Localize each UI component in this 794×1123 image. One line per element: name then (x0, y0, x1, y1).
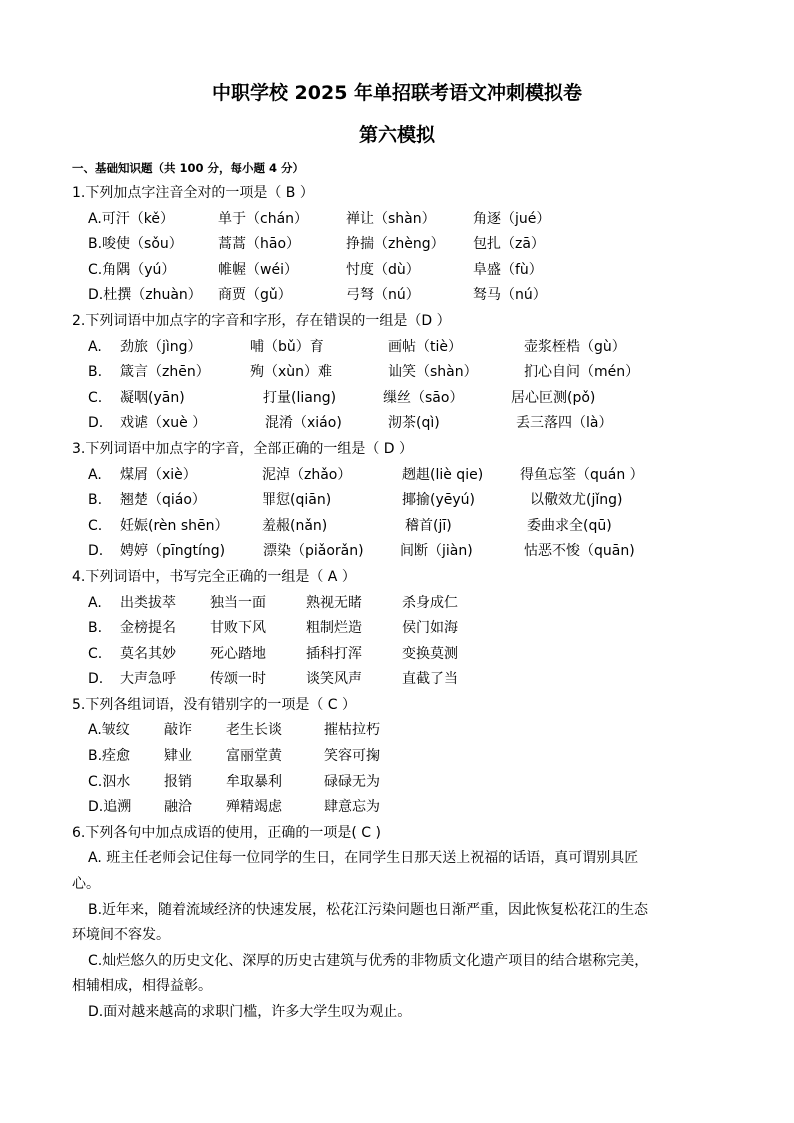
option-cell: 死心踏地 (210, 645, 266, 662)
option-cell: 甘败下风 (210, 620, 266, 637)
option-cell: 熟视无睹 (306, 594, 362, 611)
option-cell: D.追溯 (88, 799, 132, 816)
option-cell: 翘楚（qiáo） (120, 492, 206, 509)
option-cell: 粗制烂造 (306, 620, 362, 637)
option-cell: 蒿蒿（hāo） (218, 236, 301, 253)
option-paragraph-c (72, 949, 732, 1000)
option-cell: 独当一面 (210, 594, 266, 611)
option-cell: 漂染（piǎorǎn) (263, 543, 364, 560)
option-cell: 碌碌无为 (324, 773, 380, 790)
option-cell: 金榜提名 (120, 620, 176, 637)
option-cell: 壶浆桎梏（gù） (524, 338, 626, 355)
option-cell: 商贾（gǔ） (218, 287, 292, 304)
question-stem: 5.下列各组词语，没有错别字的一项是（ C ） (72, 696, 357, 713)
option-cell: 直截了当 (402, 671, 458, 688)
option-row-d (72, 283, 732, 309)
option-cell: 罪愆(qiān) (262, 492, 332, 509)
option-cell: 哺（bǔ）育 (250, 338, 324, 355)
option-cell: B.痊愈 (88, 748, 131, 765)
option-cell: 凝咽(yān) (120, 389, 185, 406)
option-letter: B. (88, 620, 103, 637)
option-cell: C.角隅（yú） (88, 261, 176, 278)
option-cell: 老生长谈 (226, 722, 282, 739)
option-cell: 莫名其妙 (120, 645, 176, 662)
option-cell: 单于（chán） (218, 210, 309, 227)
option-row-b (72, 488, 732, 514)
option-row-d (72, 539, 732, 565)
option-paragraph-a (72, 846, 732, 897)
option-row-b (72, 360, 732, 386)
option-row-b (72, 744, 732, 770)
option-cell: 殉（xùn）难 (250, 364, 333, 381)
option-letter: D. (88, 415, 104, 432)
option-cell: 打量(liang) (263, 389, 337, 406)
option-cell: 笑容可掬 (324, 748, 380, 765)
option-row-c (72, 386, 732, 412)
option-letter: C. (88, 517, 103, 534)
option-cell: 出类拔萃 (120, 594, 176, 611)
paragraph-line: C.灿烂悠久的历史文化、深厚的历史古建筑与优秀的非物质文化遗产项目的结合堪称完美， (88, 952, 649, 969)
option-cell: 肄业 (164, 748, 192, 765)
option-cell: 阜盛（fù） (473, 261, 543, 278)
option-letter: D. (88, 543, 104, 560)
option-letter: C. (88, 389, 103, 406)
option-row-c (72, 258, 732, 284)
option-cell: 驽马（nú） (473, 287, 547, 304)
option-row-b (72, 616, 732, 642)
option-cell: 大声急呼 (120, 671, 176, 688)
option-cell: 禅让（shàn） (346, 210, 436, 227)
option-cell: 羞赧(nǎn) (262, 517, 328, 534)
option-paragraph-b (72, 898, 732, 949)
option-cell: 融洽 (164, 799, 192, 816)
paragraph-line: A. 班主任老师会记住每一位同学的生日，在同学生日那天送上祝福的话语，真可谓别具匠 (88, 850, 639, 867)
option-cell: 忖度（dù） (346, 261, 420, 278)
option-cell: 煤屑（xiè） (120, 466, 197, 483)
option-cell: A.可汗（kě） (88, 210, 175, 227)
paragraph-line: B.近年来，随着流域经济的快速发展，松花江污染问题也日渐严重，因此恢复松花江的生态 (88, 901, 649, 918)
option-letter: C. (88, 645, 103, 662)
option-cell: 敲诈 (164, 722, 192, 739)
option-cell: 间断（jiàn) (400, 543, 473, 560)
option-cell: 娉婷（pīngtíng) (120, 543, 226, 560)
option-cell: 画帖（tiè） (388, 338, 462, 355)
paragraph-line: 环境间不容发。 (72, 927, 170, 944)
question-stem: 1.下列加点字注音全对的一项是（ B ） (72, 185, 314, 201)
option-cell: 沏茶(qì) (388, 415, 440, 432)
option-cell: 富丽堂黄 (226, 748, 282, 765)
page-title: 中职学校 2025 年单招联考语文冲刺模拟卷 (211, 82, 583, 104)
option-cell: 箴言（zhēn） (120, 364, 210, 381)
section-heading: 一、基础知识题（共 100 分，每小题 4 分） (72, 161, 305, 175)
option-row-b (72, 232, 732, 258)
question-list (72, 181, 732, 1026)
option-cell: D.杜撰（zhuàn） (88, 287, 202, 304)
option-letter: B. (88, 492, 103, 509)
option-cell: 趔趄(liè qie) (402, 466, 484, 483)
option-row-d (72, 795, 732, 821)
option-row-d (72, 667, 732, 693)
option-cell: 殚精竭虑 (226, 799, 282, 816)
option-cell: 包扎（zā） (473, 236, 545, 253)
option-cell: 稽首(jī) (405, 517, 452, 534)
option-cell: 妊娠(rèn shēn） (120, 517, 229, 534)
option-cell: 泥淖（zhǎo） (262, 466, 352, 483)
question-stem: 2.下列词语中加点字的字音和字形，存在错误的一组是（D ） (72, 312, 451, 329)
option-cell: 肆意忘为 (324, 799, 380, 816)
option-letter: A. (88, 594, 102, 611)
option-cell: 劲旅（jìng） (120, 338, 202, 355)
option-cell: 变换莫测 (402, 645, 458, 662)
option-letter: A. (88, 338, 102, 355)
option-cell: B.唆使（sǒu） (88, 236, 183, 253)
option-row-a (72, 463, 732, 489)
question-stem: 3.下列词语中加点字的字音，全部正确的一组是（ D ） (72, 440, 414, 457)
option-row-a (72, 335, 732, 361)
option-cell: 角逐（jué） (473, 210, 551, 227)
option-cell: 报销 (164, 773, 192, 790)
option-row-a (72, 718, 732, 744)
option-row-d (72, 411, 732, 437)
option-cell: 谈笑风声 (306, 671, 362, 688)
option-cell: 委曲求全(qū) (527, 517, 612, 534)
question-stem: 4.下列词语中，书写完全正确的一组是（ A ） (72, 568, 356, 585)
option-cell: 弓弩（nú） (346, 287, 420, 304)
option-row-c (72, 514, 732, 540)
paragraph-line: 心。 (72, 876, 100, 893)
option-cell: 插科打浑 (306, 645, 362, 662)
option-cell: 扪心自问（mén） (524, 364, 640, 381)
option-cell: 缫丝（sāo） (383, 389, 464, 406)
option-cell: 怙恶不悛（quān) (524, 543, 635, 560)
option-row-c (72, 770, 732, 796)
page-subtitle: 第六模拟 (358, 124, 435, 146)
option-cell: 丢三落四（là） (516, 415, 613, 432)
option-cell: 杀身成仁 (402, 594, 458, 611)
option-cell: 牟取暴利 (226, 773, 282, 790)
option-cell: 揶揄(yēyú) (402, 492, 475, 509)
option-cell: 帷幄（wéi） (218, 261, 298, 278)
option-cell: 挣揣（zhèng） (346, 236, 445, 253)
option-cell: 侯门如海 (402, 620, 458, 637)
option-letter: D. (88, 671, 104, 688)
option-cell: 摧枯拉朽 (324, 722, 380, 739)
option-row-c (72, 642, 732, 668)
option-cell: C.泅水 (88, 773, 131, 790)
option-letter: A. (88, 466, 102, 483)
paragraph-line: 相辅相成，相得益彰。 (72, 978, 212, 995)
paragraph-line: D.面对越来越高的求职门槛，许多大学生叹为观止。 (88, 1004, 412, 1020)
option-letter: B. (88, 364, 103, 381)
question-stem: 6.下列各句中加点成语的使用，正确的一项是( C ) (72, 824, 381, 841)
option-cell: A.皱纹 (88, 722, 130, 739)
option-paragraph-d (72, 1000, 732, 1026)
option-row-a (72, 591, 732, 617)
option-cell: 得鱼忘筌（quán ） (520, 466, 644, 483)
option-cell: 以儆效尤(jǐng) (530, 492, 623, 509)
option-cell: 戏谑（xuè ） (120, 415, 207, 432)
option-row-a (72, 207, 732, 233)
option-cell: 讪笑（shàn） (388, 364, 478, 381)
option-cell: 传颂一时 (210, 671, 266, 688)
option-cell: 混淆（xiáo) (265, 415, 342, 432)
option-cell: 居心叵测(pǒ) (511, 389, 596, 406)
